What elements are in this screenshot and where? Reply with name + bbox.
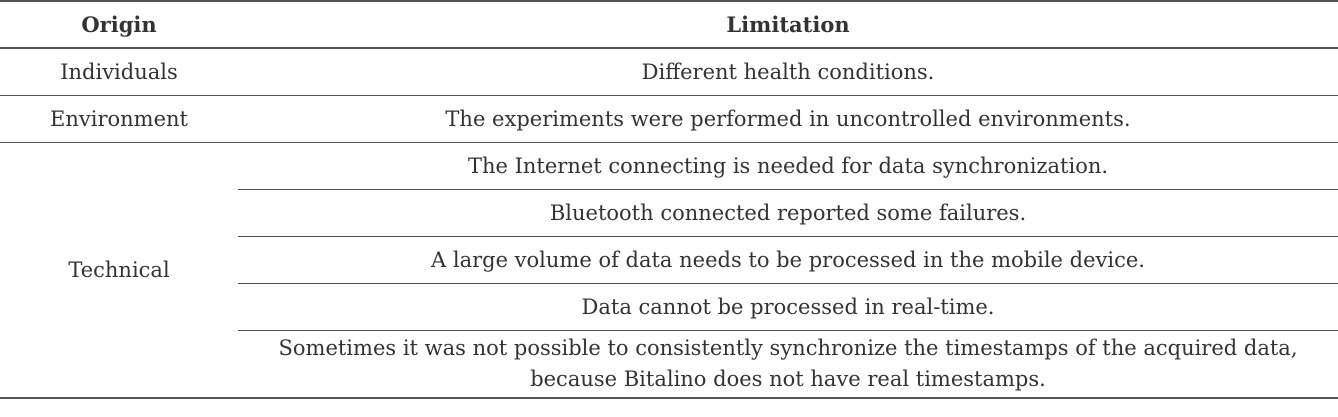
limitation-cell: Sometimes it was not possible to consistently synchronize the timestamps of the acquired data, because Bitalino does not have real timestamps.	[238, 331, 1338, 399]
table-row	[0, 96, 1338, 143]
table-header	[0, 1, 1338, 48]
limitation-cell: A large volume of data needs to be processed in the mobile device.	[238, 237, 1338, 284]
limitation-cell: Different health conditions.	[238, 48, 1338, 96]
origin-cell: Individuals	[0, 48, 238, 96]
limitation-cell: Bluetooth connected reported some failures.	[238, 190, 1338, 237]
table-row	[0, 48, 1338, 96]
limitation-cell: The experiments were performed in uncontrolled environments.	[238, 96, 1338, 143]
origin-cell: Environment	[0, 96, 238, 143]
header-limitation: Limitation	[238, 1, 1338, 48]
origin-cell: Technical	[0, 143, 238, 399]
limitation-cell: The Internet connecting is needed for data synchronization.	[238, 143, 1338, 190]
header-origin: Origin	[0, 1, 238, 48]
limitation-cell: Data cannot be processed in real-time.	[238, 284, 1338, 331]
header-row	[0, 1, 1338, 48]
table-row	[0, 143, 1338, 190]
table-body	[0, 48, 1338, 398]
